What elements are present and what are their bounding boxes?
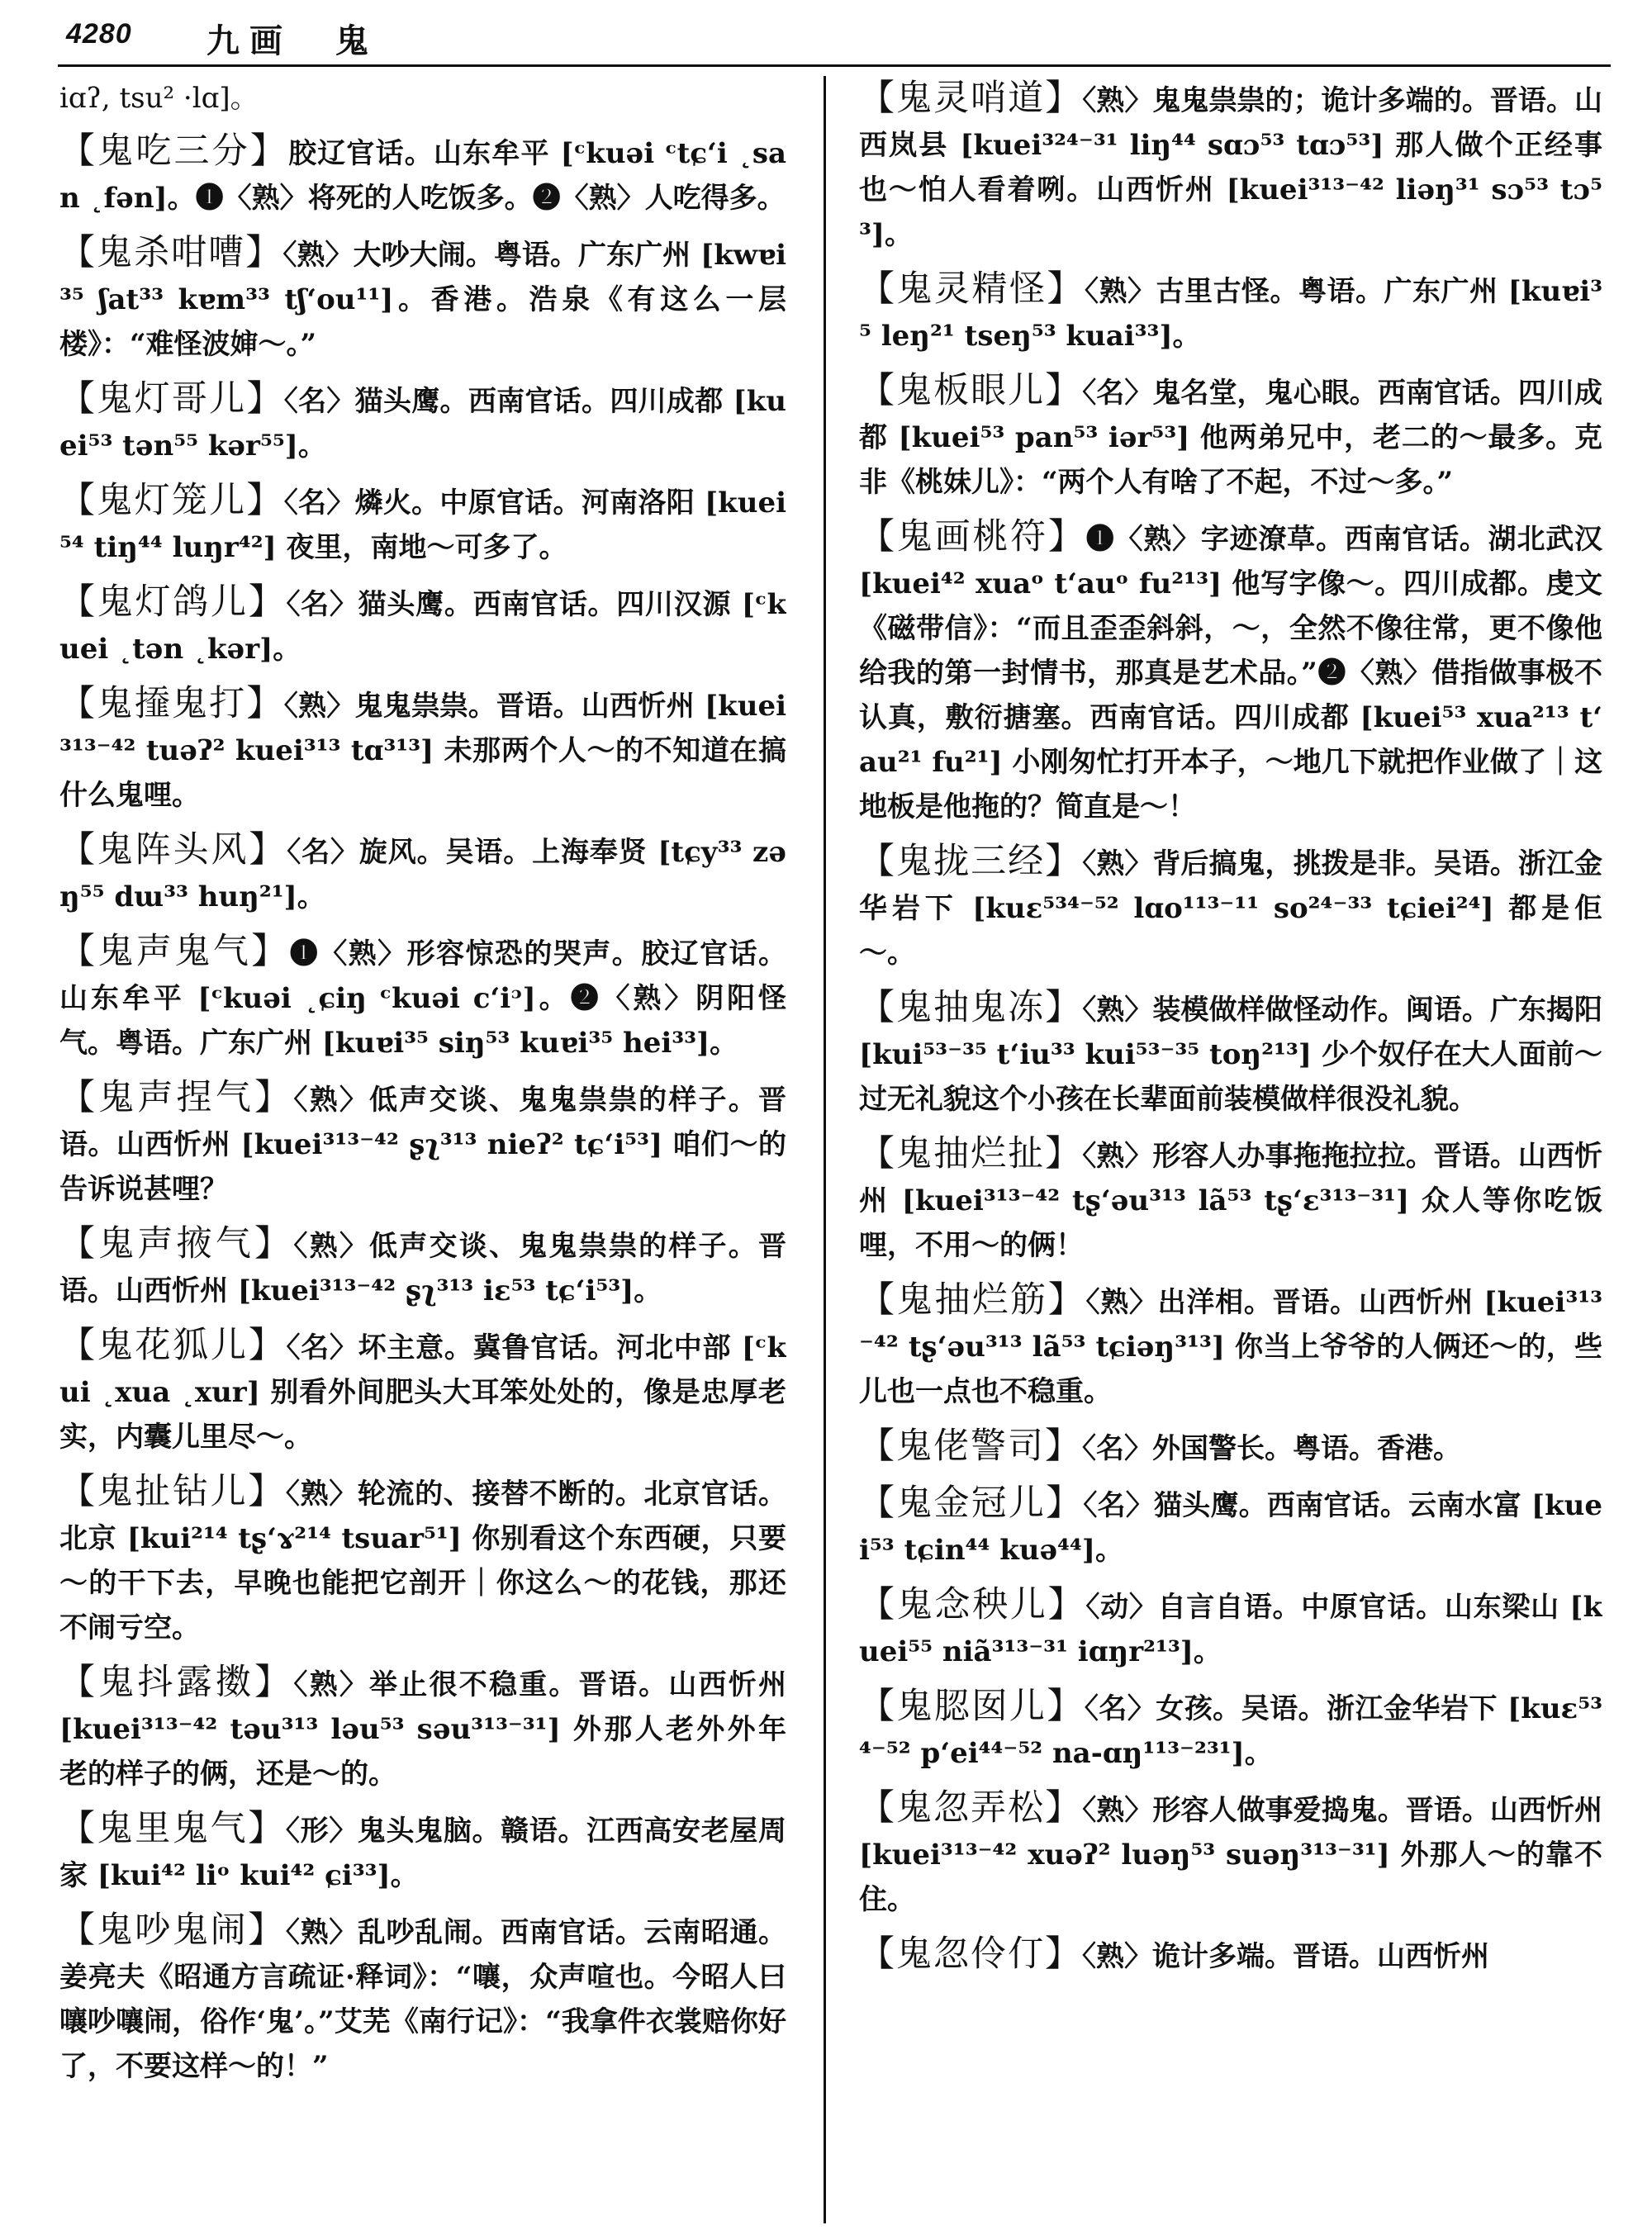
entry-definition: 〈名〉燐火。中原官话。河南洛阳 [kuei⁵⁴ tiŋ⁴⁴ luŋr⁴²] 夜里，南地～可多了。 [59,486,786,564]
dictionary-entry [859,839,1602,975]
entry-definition: 〈熟〉举止很不稳重。晋语。山西忻州 [kuei³¹³⁻⁴² təu³¹³ ləu⁵³ səu³¹³⁻³¹] 外那人老外外年老的样子的俩，还是～的。 [59,1668,786,1791]
dictionary-entry [59,377,786,468]
entry-headword: 【鬼佬警司】 [859,1426,1082,1467]
dictionary-entry [859,267,1602,358]
entry-definition: ❶〈熟〉字迹潦草。西南官话。湖北武汉 [kuei⁴² xuaᵒ tʻauᵒ fu²¹³] 他写字像～。四川成都。虔文《磁带信》：“而且歪歪斜斜，～，全然不像往常，更不像他给我的第一封情书，那真是艺术品。”❷〈熟〉借指做事极不认真，敷衍搪塞。西南官话。四川成都 [kuei⁵³ xua²¹³ tʻau²¹ fu²¹] 小刚匆忙打开本子，～地几下就把作业做了｜这地板是他拖的？简直是～！ [859,523,1602,823]
entry-definition: 〈熟〉鬼鬼祟祟的；诡计多端的。晋语。山西岚县 [kuei³²⁴⁻³¹ liŋ⁴⁴ sɑɔ⁵³ tɑɔ⁵³] 那人做个正经事也～怕人看着咧。山西忻州 [kuei³¹³⁻⁴² liəŋ³¹ sɔ⁵³ tɔ⁵³]。 [859,84,1602,251]
entry-headword: 【鬼抽鬼冻】 [859,987,1083,1028]
dictionary-entry [59,929,786,1065]
entry-definition: 〈名〉鬼名堂，鬼心眼。西南官话。四川成都 [kuei⁵³ pan⁵³ iər⁵³] 他两弟兄中，老二的～最多。克非《桃妹儿》：“两个人有啥了不起，不过～多。” [859,377,1602,499]
entry-headword: 【鬼灯鸽儿】 [59,581,287,623]
entry-headword: 【鬼吃三分】 [59,130,289,172]
entry-definition: 〈名〉坏主意。冀鲁官话。河北中部 [ᶜkui ˛xua ˛xur] 别看外间肥头大耳笨处处的，像是忠厚老实，内囊儿里尽～。 [59,1331,786,1454]
entry-headword: 【鬼声捏气】 [59,1077,294,1118]
entry-headword: 【鬼花狐儿】 [59,1325,287,1366]
dictionary-entry [859,368,1602,505]
dictionary-entry [859,1786,1602,1922]
entry-definition: 〈熟〉装模做样做怪动作。闽语。广东揭阳 [kui⁵³⁻³⁵ tʻiu³³ kui⁵³⁻³⁵ toŋ²¹³] 少个奴仔在大人面前～过无礼貌这个小孩在长辈面前装模做样很没礼貌。 [859,994,1602,1116]
dictionary-entry [859,985,1602,1122]
dictionary-entry [59,1806,786,1898]
entry-headword: 【鬼里鬼气】 [59,1808,286,1849]
entry-headword: 【鬼𢶍鬼打】 [59,683,284,724]
dictionary-entry [59,230,786,367]
entry-definition: 〈名〉猫头鹰。西南官话。云南水富 [kuei⁵³ tɕin⁴⁴ kuə⁴⁴]。 [859,1489,1602,1567]
left-column [59,76,786,2215]
entry-definition: 〈熟〉低声交谈、鬼鬼祟祟的样子。晋语。山西忻州 [kuei³¹³⁻⁴² ʂʅ³¹³ nieʔ² tɕʻi⁵³] 咱们～的告诉说甚哩？ [59,1084,786,1206]
entry-headword: 【鬼灯哥儿】 [59,378,284,420]
dictionary-entry [859,1481,1602,1573]
entry-definition: 〈熟〉鬼鬼祟祟。晋语。山西忻州 [kuei³¹³⁻⁴² tuəʔ² kuei³¹³ tɑ³¹³] 未那两个人～的不知道在搞什么鬼哩。 [59,690,786,812]
entry-headword: 【鬼拢三经】 [859,841,1083,882]
page-header [58,12,1611,67]
column-divider [824,76,826,2223]
dictionary-entry [59,1908,786,2089]
entry-definition: 〈熟〉形容人做事爱捣鬼。晋语。山西忻州 [kuei³¹³⁻⁴² xuəʔ² luəŋ⁵³ suəŋ³¹³⁻³¹] 外那人～的靠不住。 [859,1794,1602,1916]
entry-headword: 【鬼金冠儿】 [859,1483,1084,1524]
dictionary-entry [859,515,1602,829]
entry-headword: 【鬼声鬼气】 [59,931,290,972]
entry-headword: 【鬼板眼儿】 [859,370,1083,411]
dictionary-entry [59,478,786,570]
section-title: 九画 鬼 [206,21,378,60]
dictionary-entry [59,1075,786,1212]
dictionary-entry [859,1582,1602,1674]
entry-definition: 〈动〉自言自语。中原官话。山东梁山 [kuei⁵⁵ niã³¹³⁻³¹ iɑŋr²¹³]。 [859,1591,1602,1668]
entry-headword: 【鬼念秧儿】 [859,1584,1086,1625]
entry-headword: 【鬼灯笼儿】 [59,480,284,521]
entry-headword: 【鬼声掖气】 [59,1223,294,1264]
entry-headword: 【鬼忽弄松】 [859,1787,1083,1829]
entry-definition: 〈名〉猫头鹰。西南官话。四川成都 [kuei⁵³ tən⁵⁵ kər⁵⁵]。 [59,385,786,463]
entry-definition: 〈熟〉轮流的、接替不断的。北京官话。北京 [kui²¹⁴ tʂʻɤ²¹⁴ tsuar⁵¹] 你别看这个东西硬，只要～的干下去，早晚也能把它剖开｜你这么～的花钱，那还不闹亏空。 [59,1478,786,1644]
entry-headword: 【鬼扯钻儿】 [59,1471,286,1512]
dictionary-entry [59,1660,786,1796]
entry-headword: 【鬼画桃符】 [859,516,1086,558]
dictionary-entry [59,580,786,671]
continuation-text: iɑʔ, tsu² ·lɑ]。 [59,82,259,115]
entry-definition: 〈形〉鬼头鬼脑。赣语。江西高安老屋周家 [kui⁴² liᵒ kui⁴² ɕi³³]。 [59,1815,786,1892]
entry-headword: 【鬼灵哨道】 [859,78,1083,119]
entry-definition: 〈熟〉出洋相。晋语。山西忻州 [kuei³¹³⁻⁴² tʂʻəu³¹³ lã⁵³ tɕiəŋ³¹³] 你当上爷爷的人俩还～的，些儿也一点也不稳重。 [859,1286,1602,1408]
entry-definition: 〈熟〉背后搞鬼，挑拨是非。吴语。浙江金华岩下 [kuɛ⁵³⁴⁻⁵² lɑo¹¹³⁻¹¹ so²⁴⁻³³ tɕiei²⁴] 都是佢～。 [859,847,1602,970]
entry-definition: 〈名〉猫头鹰。西南官话。四川汉源 [ᶜkuei ˛tən ˛kər]。 [59,588,786,666]
entry-headword: 【鬼灵精怪】 [859,268,1085,310]
dictionary-entry [59,129,786,221]
dictionary-entry [59,1469,786,1650]
entry-definition: 〈熟〉低声交谈、鬼鬼祟祟的样子。晋语。山西忻州 [kuei³¹³⁻⁴² ʂʅ³¹³ iɛ⁵³ tɕʻi⁵³]。 [59,1230,786,1307]
entry-headword: 【鬼抽烂筋】 [859,1279,1086,1321]
dictionary-entry [59,828,786,919]
right-column [859,76,1602,2215]
dictionary-entry [859,1132,1602,1268]
entry-definition: 〈熟〉古里古怪。粤语。广东广州 [kuɐi³⁵ leŋ²¹ tseŋ⁵³ kuai³³]。 [859,275,1602,353]
dictionary-entry [859,1424,1602,1471]
entry-definition: 〈熟〉诡计多端。晋语。山西忻州 [1082,1940,1489,1973]
entry-headword: 【鬼抖露擞】 [59,1662,294,1703]
page-number: 4280 [66,18,132,50]
entry-headword: 【鬼杀咁嘈】 [59,232,283,273]
entry-headword: 【鬼吵鬼闹】 [59,1910,286,1951]
dictionary-entry [59,1323,786,1459]
entry-definition: 〈熟〉乱吵乱闹。西南官话。云南昭通。姜亮夫《昭通方言疏证·释词》：“嚷，众声喧也。今昭人曰嚷吵嚷闹，俗作‘鬼’。”艾芜《南行记》：“我拿件衣裳赔你好了，不要这样～的！” [59,1916,786,2083]
entry-headword: 【鬼䏰囡儿】 [859,1686,1085,1727]
entry-headword: 【鬼抽烂扯】 [859,1133,1083,1174]
entry-definition: 〈熟〉形容人办事拖拖拉拉。晋语。山西忻州 [kuei³¹³⁻⁴² tʂʻəu³¹³ lã⁵³ tʂʻɛ³¹³⁻³¹] 众人等你吃饭哩，不用～的俩！ [859,1140,1602,1262]
entry-headword: 【鬼阵头风】 [59,829,287,871]
dictionary-entry [859,1932,1602,1979]
entry-definition: 〈名〉外国警长。粤语。香港。 [1082,1432,1461,1465]
entry-headword: 【鬼忽伶仃】 [859,1933,1082,1975]
entry-definition: 〈名〉旋风。吴语。上海奉贤 [tɕy³³ zəŋ⁵⁵ dɯ³³ huŋ²¹]。 [59,836,786,913]
dictionary-entry [59,681,786,818]
dictionary-entry [859,76,1602,257]
entry-definition: 〈名〉女孩。吴语。浙江金华岩下 [kuɛ⁵³⁴⁻⁵² pʻei⁴⁴⁻⁵² na-ɑŋ¹¹³⁻²³¹]。 [859,1692,1602,1770]
entry-definition: 〈熟〉大吵大闹。粤语。广东广州 [kwɐi³⁵ ʃat³³ kɐm³³ tʃʻou¹¹]。香港。浩泉《有这么一层楼》：“难怪波婶～。” [59,239,786,361]
dictionary-entry [59,1222,786,1313]
entry-definition: ❶〈熟〉形容惊恐的哭声。胶辽官话。山东牟平 [ᶜkuəi ˛ɕiŋ ᶜkuəi cʻiᵓ]。❷〈熟〉阴阳怪气。粤语。广东广州 [kuɐi³⁵ siŋ⁵³ kuɐi³⁵ hei³³]。 [59,937,786,1060]
entry-definition: 胶辽官话。山东牟平 [ᶜkuəi ᶜtɕʻi ˛san ˛fən]。❶〈熟〉将死的人吃饭多。❷〈熟〉人吃得多。 [59,137,786,215]
dictionary-entry [859,1684,1602,1776]
dictionary-entry [859,1278,1602,1414]
